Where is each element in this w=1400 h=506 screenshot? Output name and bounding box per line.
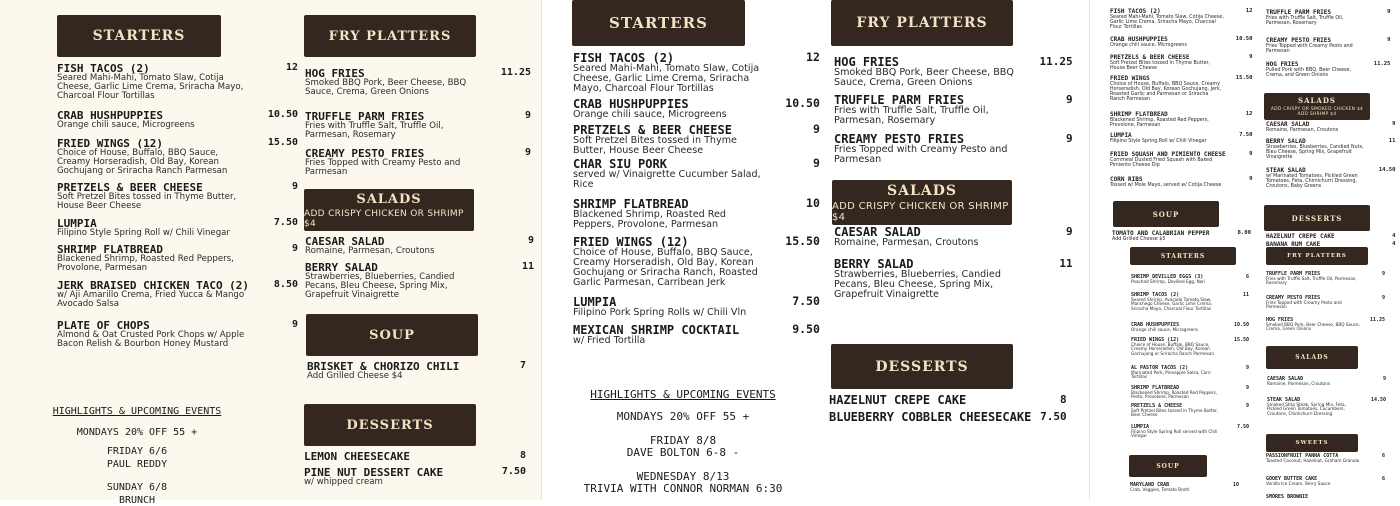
menu-item xyxy=(1266,495,1372,500)
menu-item-price: 9 xyxy=(1381,271,1385,277)
menu-item xyxy=(829,393,1067,407)
menu-item-price: 9 xyxy=(1249,151,1253,157)
menu-item-name: HOG FRIES xyxy=(305,67,365,80)
menu-item-desc: Toasted Coconut, Hazelnut, Graham Granola xyxy=(1266,458,1360,463)
menu-item-desc: Fries with Truffle Salt, Truffle Oil, Parmesan, Rosemary xyxy=(1266,16,1344,27)
menu-item-desc: Filipino Style Spring Roll w/ Chili Vinegar xyxy=(57,228,230,238)
menu-item-desc: Orange chili sauce, Microgreens xyxy=(1110,43,1187,48)
menu-item-price: 11.25 xyxy=(1373,61,1391,67)
menu-item-name: CHAR SIU PORK xyxy=(573,157,667,171)
menu-item-price: 12 xyxy=(1245,111,1253,117)
menu-item-name: BRISKET & CHORIZO CHILI xyxy=(307,360,460,373)
menu-item-desc: Orange chili sauce, Microgreens xyxy=(573,109,727,120)
menu-item-name: PRETZELS & BEER CHEESE xyxy=(57,181,203,194)
menu-item-price: 11.25 xyxy=(1369,317,1385,323)
salads-subtitle: ADD CRISPY OR SMOKED CHICKEN $4 ADD SHRIMP $4 xyxy=(1270,107,1364,117)
menu-item-desc: Soft Pretzel Bites tossed in Thyme Butter, House Beer Cheese xyxy=(1110,61,1211,72)
menu-item-name: FRIED WINGS (12) xyxy=(573,235,689,249)
menu-item-name: CORN RIBS xyxy=(1110,176,1143,183)
menu-item-price: 12 xyxy=(285,62,298,73)
menu-item-price: 4 xyxy=(1392,233,1396,239)
menu-item-desc: Smoked BBQ Pork, Beer Cheese, BBQ Sauce, Crema, Green Onions xyxy=(834,67,1014,89)
menu-item-price: 9 xyxy=(1245,403,1249,409)
menu-item-price: 7 xyxy=(519,360,526,371)
menu-item-price: 12 xyxy=(1245,8,1253,14)
menu-item-desc: Choice of House, Buffalo, BBQ Sauce, Creamy Horseradish, Old Bay, Korean Gochujang, Jerk, Roasted Garlic and Parmesan or Sriracha Ranch Parmesan xyxy=(1110,82,1222,103)
menu-panel-3 xyxy=(1090,0,1400,500)
menu-item-name: SHRIMP FLATBREAD xyxy=(1131,385,1180,391)
menu-item-desc: Fries Topped with Creamy Pesto and Parmesan xyxy=(1266,44,1353,55)
menu-item-name: SHRIMP FLATBREAD xyxy=(573,197,689,211)
menu-item-price: 11 xyxy=(1388,138,1396,144)
menu-item xyxy=(1267,376,1386,386)
menu-item-desc: Romaine, Parmesan, Croutons xyxy=(834,237,979,248)
menu-item xyxy=(1267,397,1386,416)
menu-item-desc: Add Grilled Cheese $4 xyxy=(307,371,403,381)
soup-header: SOUP xyxy=(1113,201,1219,227)
menu-item xyxy=(304,466,526,487)
menu-item-name: TRUFFLE PARM FRIES xyxy=(1266,9,1332,16)
menu-item-price: 7.50 xyxy=(501,466,526,477)
menu-item-desc: Soft Pretzel Bites tossed in Thyme Butter, House Beer Cheese xyxy=(57,192,237,212)
menu-item-name: TRUFFLE PARM FRIES xyxy=(305,110,425,123)
menu-item-name: FRIED SQUASH AND PIMIENTO CHEESE xyxy=(1110,151,1226,158)
menu-item-name: BANANA RUM CAKE xyxy=(1266,241,1321,248)
menu-item-name: CREAMY PESTO FRIES xyxy=(1266,295,1321,301)
menu-item xyxy=(304,450,526,463)
highlights-line: PAUL REDDY xyxy=(106,459,168,470)
menu-item xyxy=(57,181,298,212)
menu-item-name: PLATE OF CHOPS xyxy=(57,319,150,332)
menu-item-price: 9 xyxy=(527,235,534,246)
menu-item-name: GOOEY BUTTER CAKE xyxy=(1266,476,1318,482)
desserts-header: DESSERTS xyxy=(831,344,1013,389)
menu-item-desc: Seared Shrimp, Avocado Tomato Slaw, Manchego Cheese, Garlic Lime Crema, Sriracha Mayo, Charcoal Flour Tortillas xyxy=(1131,297,1213,311)
menu-item-desc: Filipino Pork Spring Rolls w/ Chili Vln xyxy=(573,307,747,318)
menu-item xyxy=(573,50,820,95)
menu-item-price: 9 xyxy=(1245,385,1249,391)
menu-item-desc: Filipino Style Spring Roll w/ Chili Vinegar xyxy=(1110,139,1207,144)
menu-item-name: BERRY SALAD xyxy=(305,261,378,274)
menu-item-desc: Vanilla Ice Cream, Berry Sauce xyxy=(1266,481,1331,486)
menu-item-desc: Seared Mahi-Mahi, Tomato Slaw, Cotija Cheese, Garlic Lime Crema, Sriracha Mayo, Charcoal Flour Tortillas xyxy=(573,63,760,95)
menu-item-price: 7.50 xyxy=(1040,410,1067,423)
menu-item xyxy=(834,93,1073,127)
soup-item-desc: Crab, Veggies, Tomato Broth xyxy=(1130,487,1190,492)
menu-item xyxy=(1110,8,1253,31)
menu-item-price: 12 xyxy=(806,50,820,64)
highlights-title: HIGHLIGHTS & UPCOMING EVENTS xyxy=(590,388,776,401)
menu-item-desc: served w/ Vinaigrette Cucumber Salad, Rice xyxy=(573,169,761,191)
salads-subtitle: ADD CRISPY CHICKEN OR SHRIMP $4 xyxy=(832,200,1009,223)
highlights-line: MONDAYS 20% OFF 55 + xyxy=(76,427,198,438)
menu-item-name: CAESAR SALAD xyxy=(1267,376,1304,382)
menu-item-name: SHRIMP TACOS (2) xyxy=(1131,292,1180,298)
menu-item-desc: Almond & Oat Crusted Pork Chops w/ Apple Bacon Relish & Bourbon Honey Mustard xyxy=(57,330,245,350)
menu-item-price: 7.50 xyxy=(273,217,298,228)
menu-item xyxy=(834,55,1073,89)
menu-item-price: 9 xyxy=(1392,121,1396,127)
menu-item-price: 9 xyxy=(291,319,298,330)
menu-item-price: 9 xyxy=(1065,93,1073,106)
menu-item-price: 11.25 xyxy=(500,67,531,78)
menu-item-price: 6 xyxy=(1245,274,1249,280)
menu-item xyxy=(834,257,1073,301)
menu-item xyxy=(1110,54,1253,72)
menu-item-desc: w/ Aji Amarillo Crema, Fried Yucca & Mango Avocado Salsa xyxy=(57,290,245,310)
menu-item-price: 11 xyxy=(1242,292,1249,298)
menu-item-name: FRIED WINGS (12) xyxy=(57,137,163,150)
menu-item-price: 8 xyxy=(519,450,526,461)
menu-item-desc: Fries Topped with Creamy Pesto and Parmesan xyxy=(305,158,461,178)
menu-item xyxy=(1266,167,1396,190)
menu-item xyxy=(1131,424,1249,439)
fry-platters-header-2: FRY PLATTERS xyxy=(1266,247,1368,265)
menu-item xyxy=(1131,365,1249,380)
menu-item-price: 9 xyxy=(1381,295,1385,301)
menu-item-name: CAESAR SALAD xyxy=(1266,121,1310,128)
menu-item-name: SMORES BROWNIE xyxy=(1266,494,1309,500)
menu-item-name: FRIED WINGS (12) xyxy=(1131,337,1180,343)
fry-platters-header: FRY PLATTERS xyxy=(304,15,476,57)
menu-item-name: HOG FRIES xyxy=(1266,61,1299,68)
menu-item-price: 7.50 xyxy=(1239,132,1253,138)
menu-item-price: 10 xyxy=(806,196,820,210)
menu-item xyxy=(1266,138,1396,161)
menu-item-name: PASSIONFRUIT PANNA COTTA xyxy=(1266,453,1339,459)
menu-item xyxy=(305,67,531,98)
menu-item-desc: Pulled Pork with BBQ, Beer Cheese, Crema, and Green Onions xyxy=(1266,68,1352,79)
menu-item-name: CAESAR SALAD xyxy=(305,235,385,248)
menu-item xyxy=(57,62,298,102)
highlights-line: TRIVIA WITH CONNOR NORMAN 6:30 xyxy=(583,482,783,495)
menu-item-desc: Tossed w/ Mole Mayo, served w/ Cotija Cheese xyxy=(1110,183,1222,188)
menu-item xyxy=(1110,176,1253,188)
menu-item-name: FRIED WINGS xyxy=(1110,75,1150,82)
menu-item xyxy=(57,319,298,350)
soup-item-price: 10 xyxy=(1232,482,1239,488)
menu-item-name: SHRIMP DEVILLED EGGS (3) xyxy=(1131,274,1204,280)
menu-item-name: CRAB HUSHPUPPIES xyxy=(1110,36,1168,43)
soup-header-2: SOUP xyxy=(1129,455,1207,477)
menu-item-price: 7.50 xyxy=(792,294,820,308)
highlights-line: MONDAYS 20% OFF 55 + xyxy=(616,410,750,423)
menu-panel-2 xyxy=(542,0,1090,500)
menu-item-name: HOG FRIES xyxy=(834,55,900,69)
menu-item-desc: Marinated Pork, Pineapple Salsa, Corn Tortillas xyxy=(1131,370,1211,380)
menu-item-desc: Romaine, Parmesan, Croutons xyxy=(1267,381,1331,386)
menu-item-price: 9 xyxy=(1065,132,1073,145)
menu-item-desc: Seared Mahi-Mahi, Tomato Slaw, Cotija Cheese, Garlic Lime Crema, Sriracha Mayo, Charcoal Flour Tortillas xyxy=(57,73,244,102)
menu-item-desc: w/ Fried Tortilla xyxy=(573,335,646,346)
salads-title: SALADS xyxy=(887,182,957,199)
highlights-line: SUNDAY 6/8 xyxy=(106,482,168,493)
menu-item xyxy=(1266,271,1385,286)
salads-subtitle: ADD CRISPY CHICKEN OR SHRIMP $4 xyxy=(304,208,464,229)
menu-item-desc: Blackened Shrimp, Roasted Red Peppers, Provolone, Parmesan xyxy=(573,209,726,231)
menu-item xyxy=(307,360,526,381)
menu-item-name: TRUFFLE PARM FRIES xyxy=(834,93,965,107)
menu-item xyxy=(573,294,820,318)
menu-item-desc: Strawberries, Blueberries, Candied Pecans, Bleu Cheese, Spring Mix, Grapefruit Vinaigrette xyxy=(305,272,455,301)
menu-item-price: 9 xyxy=(1382,376,1386,382)
soup-header: SOUP xyxy=(306,314,478,356)
menu-item-desc: w/ whipped cream xyxy=(304,477,383,487)
menu-item xyxy=(573,322,820,346)
menu-item xyxy=(1266,121,1396,133)
soup-item-name: MARYLAND CRAB xyxy=(1130,482,1170,488)
menu-item xyxy=(1131,292,1249,311)
menu-item-desc: Fries Topped with Creamy Pesto and Parmesan xyxy=(834,144,1008,166)
menu-item-price: 9 xyxy=(291,243,298,254)
menu-item-name: CRAB HUSHPUPPIES xyxy=(57,109,163,122)
menu-item-desc: Soft Pretzel Bites tossed in Thyme Butter, Beer Cheese xyxy=(1131,408,1219,418)
menu-item-desc: Blackened Shrimp, Roasted Red Peppers, Pesto, Provolone, Parmesan xyxy=(1131,390,1218,400)
menu-item xyxy=(1131,337,1249,356)
menu-item-desc: Fries Topped with Creamy Pesto and Parmesan xyxy=(1266,300,1342,310)
menu-item-price: 4 xyxy=(1392,241,1396,247)
menu-item-price: 11.25 xyxy=(1039,55,1073,68)
menu-item-name: AL PASTOR TACOS (2) xyxy=(1131,365,1189,371)
highlights-line: BRUNCH xyxy=(118,495,156,506)
menu-item-desc: Choice of House, Buffalo, BBQ Sauce, Creamy Horseradish, Old Bay, Korean Gochujang or Sriracha Ranch Parmesan xyxy=(1131,342,1215,356)
salads-header-2: SALADS xyxy=(1266,346,1358,369)
soup-item xyxy=(1112,230,1251,242)
menu-item xyxy=(829,410,1067,424)
menu-item xyxy=(1131,403,1249,418)
salads-header xyxy=(304,189,474,231)
menu-item-price: 10.50 xyxy=(267,109,298,120)
menu-item-name: BERRY SALAD xyxy=(834,257,914,271)
menu-item xyxy=(1131,274,1249,284)
menu-item-name: SHRIMP FLATBREAD xyxy=(1110,111,1168,118)
menu-item-price: 10.50 xyxy=(1233,322,1249,328)
highlights-line: FRIDAY 8/8 xyxy=(649,434,717,447)
menu-item-price: 11 xyxy=(1059,257,1073,270)
desserts-header: DESSERTS xyxy=(304,404,476,446)
sweets-header: SWEETS xyxy=(1266,434,1358,452)
menu-item-name: FISH TACOS (2) xyxy=(57,62,150,75)
menu-item xyxy=(1110,75,1253,103)
menu-item-price: 9 xyxy=(812,122,820,136)
menu-item-name: LUMPIA xyxy=(1131,424,1150,430)
menu-item xyxy=(1110,36,1253,48)
menu-item-price: 15.50 xyxy=(1235,75,1253,81)
menu-item-price: 9 xyxy=(1387,37,1391,43)
menu-item-desc: Soft Pretzel Bites tossed in Thyme Butter, House Beer Cheese xyxy=(573,135,737,157)
menu-item-desc: w/ Marinated Tomatoes, Pickled Green Tomatoes, Feta, Chimichurri Dressing, Croutons, Baby Greens xyxy=(1266,174,1358,190)
menu-item-price: 9 xyxy=(524,147,531,158)
highlights-title: HIGHLIGHTS & UPCOMING EVENTS xyxy=(52,406,222,417)
menu-item xyxy=(1266,241,1396,248)
soup-item-desc: Add Grilled Cheese $5 xyxy=(1112,237,1166,242)
starters-header-2: STARTERS xyxy=(1130,247,1236,265)
menu-item-name: CRAB HUSHPUPPIES xyxy=(573,97,689,111)
menu-item-name: MEXICAN SHRIMP COCKTAIL xyxy=(573,323,740,337)
menu-item-name: PRETZELS & CHEESE xyxy=(1131,403,1183,409)
menu-item-price: 9 xyxy=(1245,365,1249,371)
menu-item-desc: Fries with Truffle Salt, Truffle Oil, Parmesan, Rosemary xyxy=(834,105,989,127)
menu-item xyxy=(1266,37,1391,55)
menu-item-desc: Romaine, Parmesan, Croutons xyxy=(1266,128,1339,133)
menu-item-price: 9 xyxy=(291,181,298,192)
salads-title: SALADS xyxy=(356,191,422,207)
menu-item xyxy=(834,132,1073,166)
menu-item-desc: Smoked BBQ Pork, Beer Cheese, BBQ Sauce, Crema, Green Onions xyxy=(305,78,467,98)
menu-item xyxy=(1110,151,1253,169)
menu-item-desc: Strawberries, Blueberries, Candied Pecans, Bleu Cheese, Spring Mix, Grapefruit Vinaigrette xyxy=(834,269,1001,301)
menu-item-desc: Orange chili sauce, Microgreens xyxy=(57,120,195,130)
menu-item-desc: Blackened Shrimp, Roasted Red Peppers, Provolone, Parmesan xyxy=(57,254,234,274)
menu-item-desc: Poached Shrimp, Devilled Egg, Nori xyxy=(1131,279,1206,284)
menu-item xyxy=(1266,453,1385,463)
menu-item-desc: Fries with Truffle Salt, Truffle Oil, Parmesan, Rosemary xyxy=(1266,276,1357,286)
menu-item xyxy=(57,243,298,274)
menu-item-name: LUMPIA xyxy=(57,217,97,230)
menu-item-name: HAZELNUT CREPE CAKE xyxy=(829,393,967,407)
menu-item-price: 9 xyxy=(1387,9,1391,15)
soup-item-name: TOMATO AND CALABRIAN PEPPER xyxy=(1112,230,1210,237)
menu-item xyxy=(305,147,531,178)
menu-item xyxy=(1266,317,1385,332)
menu-item xyxy=(573,122,820,157)
menu-item-name: CRAB HUSHPUPPIES xyxy=(1131,322,1180,328)
menu-item-desc: Cornmeal Dusted Fried Squash with Baked Pimiento Cheese Dip xyxy=(1110,158,1213,169)
menu-item xyxy=(305,261,534,301)
menu-item-desc: Choice of House, Buffalo, BBQ Sauce, Creamy Horseradish, Old Bay, Korean Gochujang or Sriracha Ranch Parmesan xyxy=(57,148,228,177)
menu-item xyxy=(57,137,298,177)
menu-item-desc: Filipino Style Spring Roll served with Chili Vinegar xyxy=(1131,429,1218,439)
menu-item xyxy=(1266,476,1385,486)
starters-header: STARTERS xyxy=(572,0,745,46)
menu-item-price: 9 xyxy=(1065,225,1073,238)
menu-item xyxy=(573,96,820,120)
highlights-line: WEDNESDAY 8/13 xyxy=(636,470,730,483)
menu-item-price: 11 xyxy=(521,261,534,272)
menu-item-name: TRUFFLE PARM FRIES xyxy=(1266,271,1321,277)
menu-item-desc: Fries with Truffle Salt, Truffle Oil, Parmesan, Rosemary xyxy=(305,121,444,141)
menu-item xyxy=(1110,111,1253,129)
menu-item-desc: Strawberries, Blueberries, Candied Nuts, Bleu Cheese, Spring Mix, Grapefruit Vinaigrette xyxy=(1266,145,1364,161)
menu-item-price: 9 xyxy=(1249,54,1253,60)
highlights-line: FRIDAY 6/6 xyxy=(106,446,168,457)
menu-item-desc: Seared Mahi-Mahi, Tomato Slaw, Cotija Cheese, Garlic Lime Crema, Sriracha Mayo, Charcoal Flour Tortillas xyxy=(1110,15,1224,31)
menu-item-price: 6 xyxy=(1381,453,1385,459)
menu-item xyxy=(573,234,820,289)
menu-item xyxy=(57,279,298,310)
menu-item-desc: Smoked Strip Steak, Spring Mix, Feta, Pickled Green Tomatoes, Cucumbers, Croutons, Chimichurri Dressing xyxy=(1267,402,1346,416)
menu-item xyxy=(1266,233,1396,240)
menu-panel-1 xyxy=(0,0,542,506)
menu-item-name: PRETZELS & BEER CHEESE xyxy=(1110,54,1190,61)
menu-item-name: BLUEBERRY COBBLER CHEESECAKE xyxy=(829,410,1032,424)
menu-item xyxy=(573,156,820,191)
menu-item-name: SHRIMP FLATBREAD xyxy=(57,243,163,256)
menu-item xyxy=(1131,385,1249,400)
menu-item-name: FISH TACOS (2) xyxy=(1110,8,1161,15)
menu-item-price: 8.50 xyxy=(273,279,298,290)
menu-item-name: STEAK SALAD xyxy=(1266,167,1306,174)
highlights-line: DAVE BOLTON 6-8 - xyxy=(626,446,740,459)
menu-item-name: CREAMY PESTO FRIES xyxy=(305,147,425,160)
menu-item-price: 9 xyxy=(1249,176,1253,182)
menu-item-price: 6 xyxy=(1381,476,1385,482)
menu-item-name: BERRY SALAD xyxy=(1266,138,1306,145)
menu-item-name: CREAMY PESTO FRIES xyxy=(1266,37,1332,44)
menu-item-name: CAESAR SALAD xyxy=(834,225,921,239)
desserts-header: DESSERTS xyxy=(1264,205,1370,231)
salads-header xyxy=(1264,93,1370,120)
menu-item-name: HAZELNUT CREPE CAKE xyxy=(1266,233,1335,240)
menu-item xyxy=(834,225,1073,248)
menu-item-desc: Choice of House, Buffalo, BBQ Sauce, Creamy Horseradish, Old Bay, Korean Gochujang or Sriracha Ranch, Roasted Garlic Parmesan, Carribean Jerk xyxy=(573,247,758,289)
menu-item-price: 9 xyxy=(524,110,531,121)
soup-item-2 xyxy=(1130,482,1239,492)
menu-item-price: 15.50 xyxy=(785,234,820,248)
menu-item-name: CREAMY PESTO FRIES xyxy=(834,132,965,146)
menu-item xyxy=(1266,295,1385,310)
menu-item-price: 8 xyxy=(1059,393,1067,406)
menu-item xyxy=(57,109,298,130)
menu-item-name: HOG FRIES xyxy=(1266,317,1294,323)
menu-item xyxy=(1266,9,1391,27)
menu-item-name: LEMON CHEESECAKE xyxy=(304,450,410,463)
menu-item-name: LUMPIA xyxy=(573,295,617,309)
menu-item-price: 15.50 xyxy=(267,137,298,148)
menu-item-name: PRETZELS & BEER CHEESE xyxy=(573,123,732,137)
menu-item-desc: Blackened Shrimp, Roasted Red Peppers, Provolone, Parmesan xyxy=(1110,118,1209,129)
menu-item xyxy=(1110,132,1253,144)
menu-item-price: 14.50 xyxy=(1378,167,1396,173)
soup-item-price: 8.00 xyxy=(1237,230,1251,236)
menu-item xyxy=(57,217,298,238)
menu-item-price: 7.50 xyxy=(1236,424,1249,430)
menu-item-price: 9 xyxy=(812,156,820,170)
menu-item-name: FISH TACOS (2) xyxy=(573,51,675,65)
menu-item-price: 14.50 xyxy=(1370,397,1386,403)
menu-item xyxy=(305,110,531,141)
menu-item-name: JERK BRAISED CHICKEN TACO (2) xyxy=(57,279,250,292)
fry-platters-header: FRY PLATTERS xyxy=(831,0,1013,46)
menu-item xyxy=(305,235,534,256)
menu-item-name: PINE NUT DESSERT CAKE xyxy=(304,466,444,479)
salads-header xyxy=(832,180,1012,225)
menu-item-name: LUMPIA xyxy=(1110,132,1132,139)
salads-title: SALADS xyxy=(1298,96,1336,105)
menu-item-price: 15.50 xyxy=(1233,337,1249,343)
menu-item-price: 10.50 xyxy=(1235,36,1253,42)
starters-header: STARTERS xyxy=(57,15,221,57)
menu-item-price: 10.50 xyxy=(785,96,820,110)
menu-item-name: STEAK SALAD xyxy=(1267,397,1301,403)
menu-item-desc: Orange chili sauce, Microgreens xyxy=(1131,327,1199,332)
menu-item-price: 9.50 xyxy=(792,322,820,336)
menu-item xyxy=(573,196,820,231)
menu-item-desc: Smoked BBQ Pork, Beer Cheese, BBQ Sauce, Crema, Green Onions xyxy=(1266,322,1360,332)
menu-item xyxy=(1266,61,1391,79)
menu-item xyxy=(1131,322,1249,332)
menu-item-desc: Romaine, Parmesan, Croutons xyxy=(305,246,435,256)
